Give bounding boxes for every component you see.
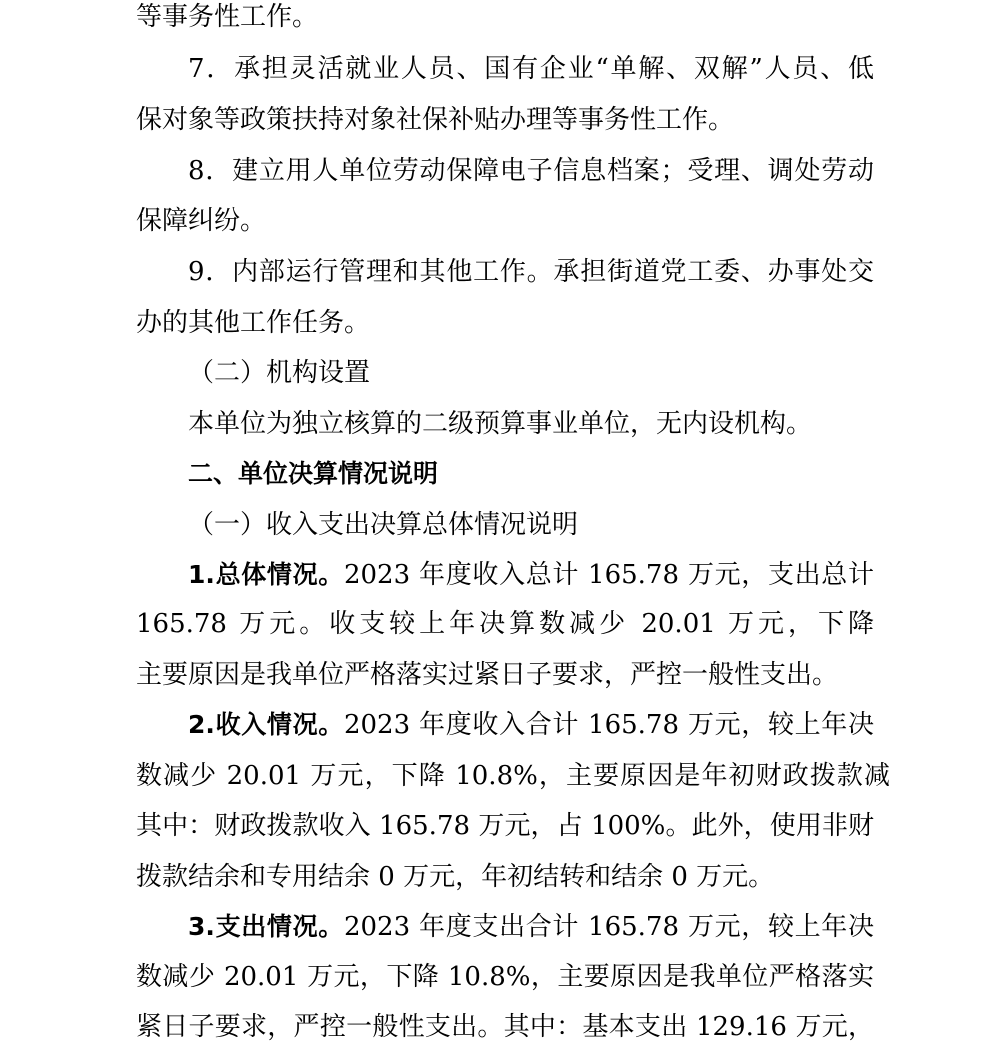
income-line-3: 其中：财政拨款收入 165.78 万元，占 100%。此外，使用非财 — [136, 811, 874, 841]
item-7-line-2: 保对象等政策扶持对象社保补贴办理等事务性工作。 — [136, 105, 735, 135]
section-heading-final-accounts: 二、单位决算情况说明 — [188, 459, 439, 488]
income-line-2: 数减少 20.01 万元，下降 10.8%，主要原因是年初财政拨款减 — [136, 761, 890, 791]
item-8-line-2: 保障纠纷。 — [136, 206, 267, 236]
paragraph-line: 等事务性工作。 — [136, 2, 319, 32]
item-9-line-1: 9．内部运行管理和其他工作。承担街道党工委、办事处交 — [188, 257, 874, 287]
income-lead: 2.收入情况。 — [188, 710, 344, 739]
expense-line-1 — [188, 910, 874, 944]
overall-line-1 — [188, 558, 874, 592]
income-line-4: 拨款结余和专用结余 0 万元，年初结转和结余 0 万元。 — [136, 862, 775, 892]
overall-text: 2023 年度收入总计 165.78 万元，支出总计 — [343, 560, 874, 590]
expense-text: 2023 年度支出合计 165.78 万元，较上年决 — [343, 912, 874, 942]
section-heading-organization: （二）机构设置 — [188, 358, 371, 388]
organization-text: 本单位为独立核算的二级预算事业单位，无内设机构。 — [188, 409, 813, 439]
expense-line-2: 数减少 20.01 万元，下降 10.8%，主要原因是我单位严格落实 — [136, 962, 874, 992]
overall-line-3: 主要原因是我单位严格落实过紧日子要求，严控一般性支出。 — [136, 660, 839, 690]
income-text: 2023 年度收入合计 165.78 万元，较上年决 — [343, 710, 874, 740]
expense-line-3: 紧日子要求，严控一般性支出。其中：基本支出 129.16 万元， — [136, 1012, 874, 1042]
item-9-line-2: 办的其他工作任务。 — [136, 308, 371, 338]
expense-lead: 3.支出情况。 — [188, 912, 344, 941]
overall-lead: 1.总体情况。 — [188, 560, 344, 589]
subsection-heading-income-expense: （一）收入支出决算总体情况说明 — [188, 510, 579, 540]
item-7-line-1: 7．承担灵活就业人员、国有企业“单解、双解”人员、低 — [188, 54, 874, 84]
overall-line-2: 165.78 万元。收支较上年决算数减少 20.01 万元，下降 — [136, 609, 874, 639]
item-8-line-1: 8．建立用人单位劳动保障电子信息档案；受理、调处劳动 — [188, 156, 874, 186]
income-line-1 — [188, 708, 874, 742]
